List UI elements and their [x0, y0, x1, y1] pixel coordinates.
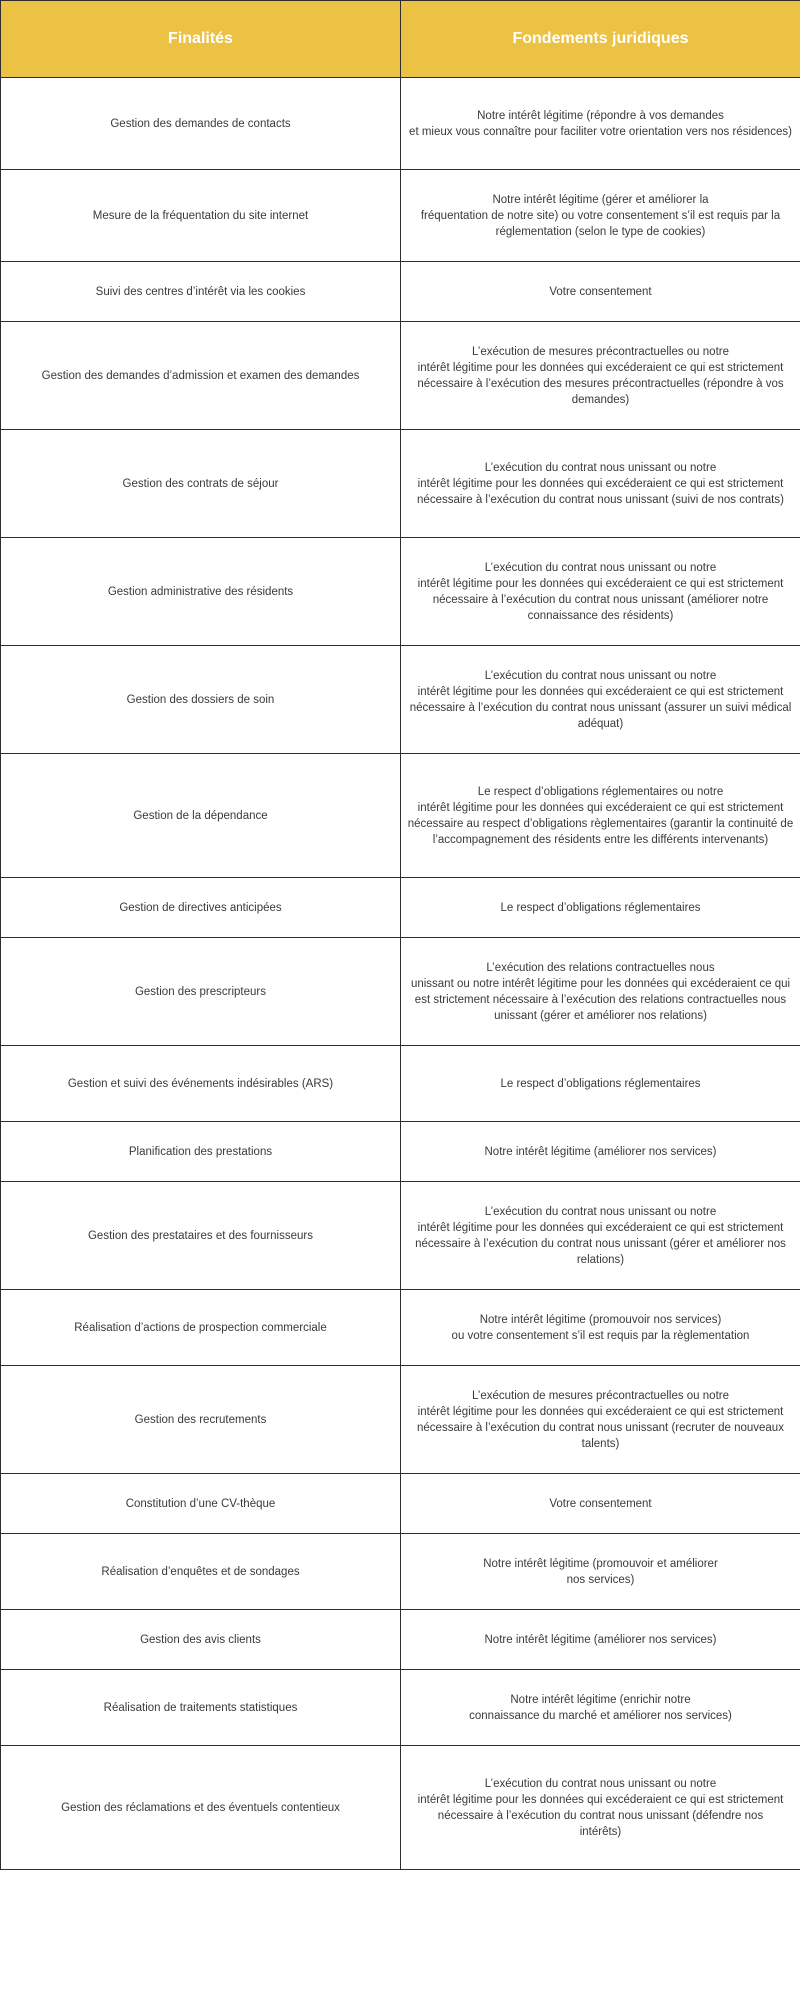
legal-basis-cell: L’exécution du contrat nous unissant ou notre intérêt légitime pour les données qui excéderaient ce qui est strictement nécessaire à l’exécution du contrat nous unissant (assurer un suivi médical adéquat) — [401, 646, 800, 754]
table-row — [1, 1746, 800, 1870]
purpose-cell: Mesure de la fréquentation du site internet — [1, 170, 401, 262]
legal-basis-cell: L’exécution de mesures précontractuelles ou notre intérêt légitime pour les données qui excéderaient ce qui est strictement nécessaire à l’exécution des mesures précontractuelles (répondre à vos demandes) — [401, 322, 800, 430]
legal-basis-cell: Le respect d’obligations réglementaires — [401, 1046, 800, 1122]
legal-basis-cell: L’exécution du contrat nous unissant ou notre intérêt légitime pour les données qui excéderaient ce qui est strictement nécessaire à l’exécution du contrat nous unissant (gérer et améliorer nos relations) — [401, 1182, 800, 1290]
table-header — [1, 1, 800, 78]
table-row — [1, 1122, 800, 1182]
purpose-cell: Constitution d’une CV-thèque — [1, 1474, 401, 1534]
table-row — [1, 1366, 800, 1474]
table-row — [1, 1182, 800, 1290]
purpose-cell: Gestion des contrats de séjour — [1, 430, 401, 538]
table-row — [1, 938, 800, 1046]
table-row — [1, 1670, 800, 1746]
legal-basis-cell: Notre intérêt légitime (améliorer nos services) — [401, 1610, 800, 1670]
purpose-cell: Gestion et suivi des événements indésirables (ARS) — [1, 1046, 401, 1122]
legal-basis-cell: Le respect d’obligations réglementaires ou notre intérêt légitime pour les données qui excéderaient ce qui est strictement nécessaire au respect d’obligations règlementaires (garantir la continuité de l’accompagnement des résidents entre les différents intervenants) — [401, 754, 800, 878]
table-row — [1, 646, 800, 754]
legal-basis-cell: Notre intérêt légitime (améliorer nos services) — [401, 1122, 800, 1182]
legal-basis-cell: Notre intérêt légitime (promouvoir nos services) ou votre consentement s’il est requis par la règlementation — [401, 1290, 800, 1366]
table-row — [1, 1534, 800, 1610]
table-row — [1, 322, 800, 430]
purpose-cell: Gestion des prescripteurs — [1, 938, 401, 1046]
purpose-cell: Gestion de la dépendance — [1, 754, 401, 878]
legal-basis-cell: L’exécution de mesures précontractuelles ou notre intérêt légitime pour les données qui excéderaient ce qui est strictement nécessaire à l’exécution du contrat nous unissant (recruter de nouveaux talents) — [401, 1366, 800, 1474]
table-row — [1, 1610, 800, 1670]
purpose-cell: Gestion des réclamations et des éventuels contentieux — [1, 1746, 401, 1870]
purpose-cell: Planification des prestations — [1, 1122, 401, 1182]
table-row — [1, 1046, 800, 1122]
legal-basis-cell: L’exécution du contrat nous unissant ou notre intérêt légitime pour les données qui excéderaient ce qui est strictement nécessaire à l’exécution du contrat nous unissant (défendre nos intérêts) — [401, 1746, 800, 1870]
purpose-cell: Réalisation d’enquêtes et de sondages — [1, 1534, 401, 1610]
purpose-cell: Réalisation de traitements statistiques — [1, 1670, 401, 1746]
header-row — [1, 1, 800, 78]
legal-basis-cell: Le respect d’obligations réglementaires — [401, 878, 800, 938]
table-row — [1, 170, 800, 262]
table-row — [1, 878, 800, 938]
purpose-cell: Gestion des demandes d’admission et examen des demandes — [1, 322, 401, 430]
legal-basis-cell: Votre consentement — [401, 262, 800, 322]
purpose-cell: Gestion des dossiers de soin — [1, 646, 401, 754]
legal-basis-cell: L’exécution des relations contractuelles nous unissant ou notre intérêt légitime pour les données qui excéderaient ce qui est strictement nécessaire à l’exécution des relations contractuelles nous unissant (gérer et améliorer nos relations) — [401, 938, 800, 1046]
header-fondements-juridiques: Fondements juridiques — [401, 1, 800, 78]
legal-basis-cell: Votre consentement — [401, 1474, 800, 1534]
table-row — [1, 262, 800, 322]
purpose-cell: Réalisation d’actions de prospection commerciale — [1, 1290, 401, 1366]
table-row — [1, 78, 800, 170]
legal-basis-cell: Notre intérêt légitime (gérer et améliorer la fréquentation de notre site) ou votre consentement s’il est requis par la réglementation (selon le type de cookies) — [401, 170, 800, 262]
purpose-cell: Gestion des recrutements — [1, 1366, 401, 1474]
table-body — [1, 78, 800, 1870]
legal-basis-cell: L’exécution du contrat nous unissant ou notre intérêt légitime pour les données qui excéderaient ce qui est strictement nécessaire à l’exécution du contrat nous unissant (suivi de nos contrats) — [401, 430, 800, 538]
legal-basis-cell: Notre intérêt légitime (répondre à vos demandes et mieux vous connaître pour faciliter votre orientation vers nos résidences) — [401, 78, 800, 170]
table-row — [1, 754, 800, 878]
table-row — [1, 430, 800, 538]
legal-basis-cell: Notre intérêt légitime (promouvoir et améliorer nos services) — [401, 1534, 800, 1610]
purpose-cell: Gestion des demandes de contacts — [1, 78, 401, 170]
header-finalites: Finalités — [1, 1, 401, 78]
purpose-cell: Gestion des avis clients — [1, 1610, 401, 1670]
purpose-cell: Gestion des prestataires et des fournisseurs — [1, 1182, 401, 1290]
purpose-cell: Gestion de directives anticipées — [1, 878, 401, 938]
table-row — [1, 538, 800, 646]
purpose-cell: Suivi des centres d’intérêt via les cookies — [1, 262, 401, 322]
legal-basis-cell: Notre intérêt légitime (enrichir notre connaissance du marché et améliorer nos services) — [401, 1670, 800, 1746]
purpose-cell: Gestion administrative des résidents — [1, 538, 401, 646]
table-row — [1, 1474, 800, 1534]
legal-basis-cell: L’exécution du contrat nous unissant ou notre intérêt légitime pour les données qui excéderaient ce qui est strictement nécessaire à l’exécution du contrat nous unissant (améliorer notre connaissance des résidents) — [401, 538, 800, 646]
table-row — [1, 1290, 800, 1366]
